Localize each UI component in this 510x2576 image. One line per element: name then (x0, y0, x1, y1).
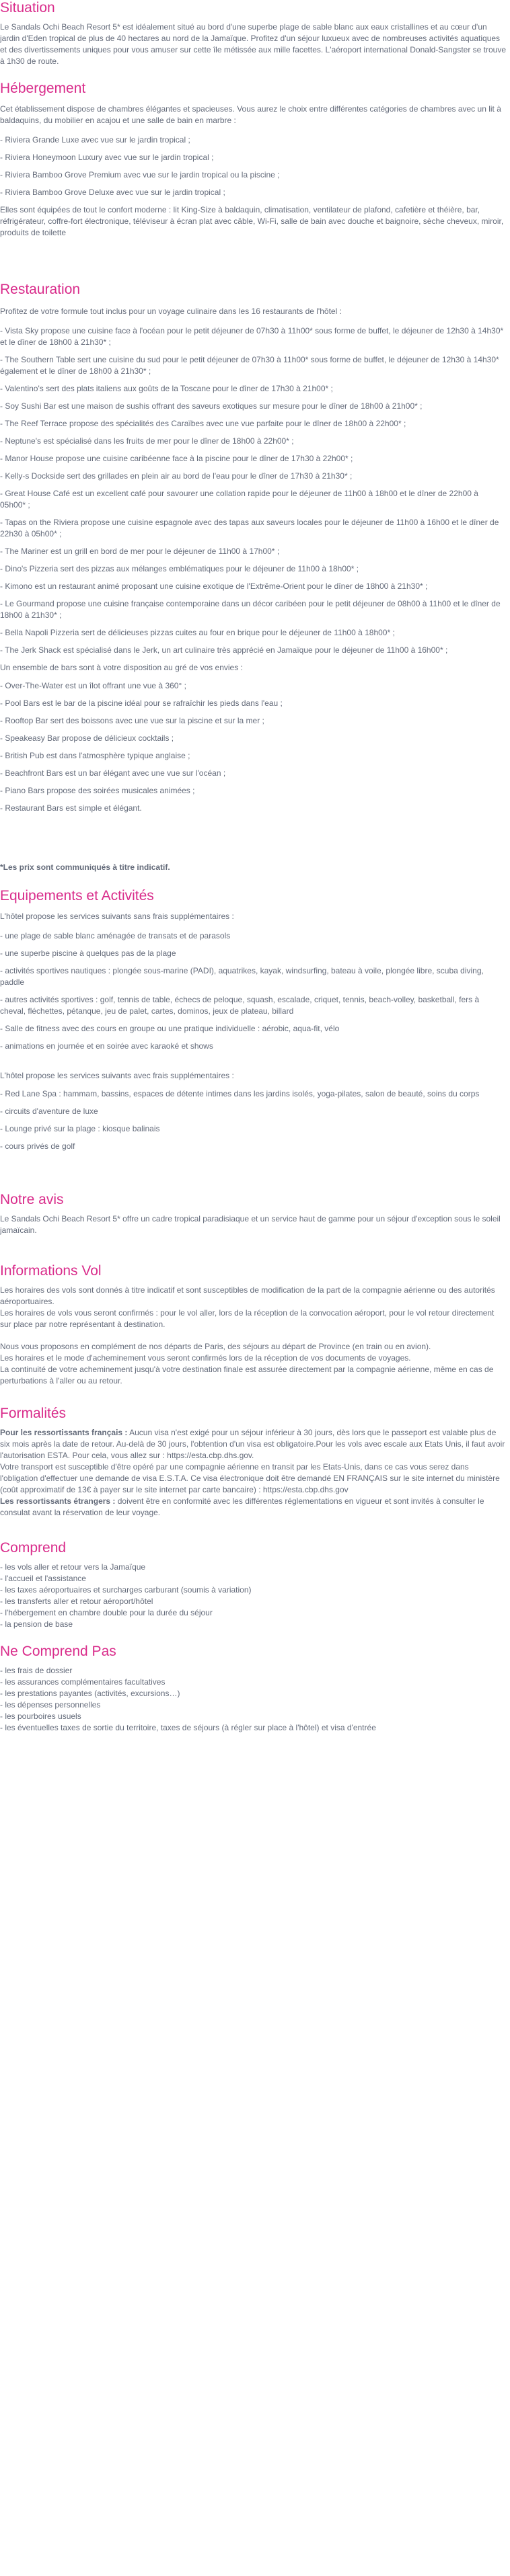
restaurant-item: - Great House Café est un excellent café pour savourer une collation rapide pour le déjeuner de 11h00 à 18h00 et le dîner de 22h00 à 05h00* ; (0, 489, 478, 510)
formalites-fr (0, 1427, 506, 1461)
included-item: - l'hébergement en chambre double pour la durée du séjour (0, 1608, 213, 1617)
formalites-fr-text-2: Votre transport est susceptible d'être opéré par une compagnie aérienne en transit par les Etats-Unis, dans ce cas vous serez dans l'obligation d'effectuer une demande de visa E.S.T.A. Ce visa électronique doit être demandé EN FRANÇAIS sur le site internet du ministère (coût approximatif de 13€ à payer sur le site internet par carte bancaire) : https://esta.cbp.dhs.gov (0, 1462, 500, 1494)
bar-item: - Speakeasy Bar propose de délicieux cocktails ; (0, 733, 174, 743)
info-line: La continuité de votre acheminement jusqu'à votre destination finale est assurée directement par la compagnie aérienne, même en cas de perturbations à l'aller ou au retour. (0, 1365, 494, 1385)
included-item: - les transferts aller et retour aéroport/hôtel (0, 1597, 153, 1606)
free-services-intro: L'hôtel propose les services suivants sans frais supplémentaires : (0, 912, 234, 921)
bars-intro: Un ensemble de bars sont à votre disposition au gré de vos envies : (0, 663, 243, 672)
free-service-item: - activités sportives nautiques : plongée sous-marine (PADI), aquatrikes, kayak, windsurfing, bateau à voile, plongée libre, scuba diving, paddle (0, 966, 484, 987)
info-line: Les horaires des vols sont donnés à titre indicatif et sont susceptibles de modification de la part de la compagnie aérienne ou des autorités aéroportuaires. (0, 1285, 495, 1306)
formalites-et-label: Les ressortissants étrangers : (0, 1496, 116, 1506)
price-note: *Les prix sont communiqués à titre indicatif. (0, 862, 170, 872)
ne-comprend-list (0, 1665, 506, 1734)
room-type-item: - Riviera Grande Luxe avec vue sur le jardin tropical ; (0, 135, 190, 145)
paid-services-list (0, 1088, 506, 1152)
bars-list (0, 680, 506, 814)
ne-comprend-title: Ne Comprend Pas (0, 1644, 116, 1659)
restaurant-item: - Soy Sushi Bar est une maison de sushis offrant des saveurs exotiques sur mesure pour le dîner de 18h00 à 21h00* ; (0, 401, 423, 411)
room-type-item: - Riviera Honeymoon Luxury avec vue sur le jardin tropical ; (0, 153, 214, 162)
restaurant-item: - Le Gourmand propose une cuisine française contemporaine dans un décor caribéen pour le petit déjeuner de 08h00 à 11h00 et le dîner de 18h00 à 21h30* ; (0, 599, 501, 620)
free-service-item: - animations en journée et en soirée avec karaoké et shows (0, 1041, 213, 1051)
restaurant-list (0, 325, 506, 656)
informations-lines (0, 1285, 506, 1330)
restaurant-item: - Vista Sky propose une cuisine face à l'océan pour le petit déjeuner de 07h30 à 11h00* sous forme de buffet, le déjeuner de 12h30 à 14h30* et le dîner de 18h00 à 21h30* ; (0, 326, 504, 347)
included-item: - les vols aller et retour vers la Jamaïque (0, 1562, 146, 1572)
restaurant-item: - The Mariner est un grill en bord de mer pour le déjeuner de 11h00 à 17h00* ; (0, 547, 280, 556)
paid-service-item: - Red Lane Spa : hammam, bassins, espaces de détente intimes dans les jardins isolés, yoga-pilates, salon de beauté, soins du corps (0, 1089, 480, 1098)
restauration-title: Restauration (0, 282, 81, 297)
bar-item: - Rooftop Bar sert des boissons avec une vue sur la piscine et sur la mer ; (0, 716, 264, 725)
bar-item: - Piano Bars propose des soirées musicales animées ; (0, 786, 195, 795)
informations-lines-2 (0, 1341, 506, 1387)
excluded-item: - les pourboires usuels (0, 1712, 81, 1721)
restaurant-item: - The Southern Table sert une cuisine du sud pour le petit déjeuner de 07h30 à 11h00* sous forme de buffet, le déjeuner de 12h30 à 14h30* également et le dîner de 18h00 à 21h30* ; (0, 355, 499, 376)
avis-text: Le Sandals Ochi Beach Resort 5* offre un cadre tropical paradisiaque et un service haut de gamme pour un séjour d'exception sous le soleil jamaïcain. (0, 1214, 501, 1235)
excluded-item: - les prestations payantes (activités, excursions…) (0, 1689, 180, 1698)
formalites-et-text: doivent être en conformité avec les différentes réglementations en vigueur et sont invités à consulter le consulat avant la réservation de leur voyage. (0, 1496, 484, 1517)
free-services-list (0, 930, 506, 1052)
excluded-item: - les assurances complémentaires facultatives (0, 1677, 166, 1687)
bar-item: - British Pub est dans l'atmosphère typique anglaise ; (0, 751, 190, 760)
room-type-item: - Riviera Bamboo Grove Deluxe avec vue sur le jardin tropical ; (0, 188, 225, 197)
free-service-item: - une superbe piscine à quelques pas de la plage (0, 949, 176, 958)
free-service-item: - Salle de fitness avec des cours en groupe ou une pratique individuelle : aérobic, aqua-fit, vélo (0, 1024, 340, 1033)
paid-services-intro: L'hôtel propose les services suivants avec frais supplémentaires : (0, 1071, 234, 1080)
restaurant-item: - Kimono est un restaurant animé proposant une cuisine exotique de l'Extrême-Orient pour le dîner de 18h00 à 21h30* ; (0, 581, 428, 591)
paid-service-item: - circuits d'aventure de luxe (0, 1106, 98, 1116)
hebergement-title: Hébergement (0, 81, 86, 96)
bar-item: - Pool Bars est le bar de la piscine idéal pour se rafraîchir les pieds dans l'eau ; (0, 698, 283, 708)
paid-service-item: - cours privés de golf (0, 1141, 75, 1151)
hebergement-intro: Cet établissement dispose de chambres élégantes et spacieuses. Vous aurez le choix entre différentes catégories de chambres avec un lit à baldaquins, du mobilier en acajou et une salle de bain en marbre : (0, 104, 501, 125)
hebergement-list (0, 134, 506, 198)
included-item: - les taxes aéroportuaires et surcharges carburant (soumis à variation) (0, 1585, 252, 1595)
restaurant-item: - Neptune's est spécialisé dans les fruits de mer pour le dîner de 18h00 à 22h00* ; (0, 436, 294, 446)
paid-service-item: - Lounge privé sur la plage : kiosque balinais (0, 1124, 160, 1133)
info-line: Les horaires et le mode d'acheminement vous seront confirmés lors de la réception de vos documents de voyages. (0, 1353, 411, 1363)
comprend-title: Comprend (0, 1540, 67, 1556)
situation-text: Le Sandals Ochi Beach Resort 5* est idéalement situé au bord d'une superbe plage de sable blanc aux eaux cristallines et au cœur d'un jardin d'Eden tropical de plus de 40 hectares au nord de la Jamaïque. Profitez d'un séjour luxueux avec de nombreuses activités aquatiques et des divertissements uniques pour vous amuser sur cette île métissée aux mille facettes. L'aéroport international Donald-Sangster se trouve à 1h30 de route. (0, 22, 507, 66)
info-line: Nous vous proposons en complément de nos départs de Paris, des séjours au départ de Province (en train ou en avion). (0, 1342, 431, 1351)
formalites-fr-label: Pour les ressortissants français : (0, 1428, 128, 1437)
restaurant-item: - Dino's Pizzeria sert des pizzas aux mélanges emblématiques pour le déjeuner de 11h00 à 18h00* ; (0, 564, 359, 573)
restaurant-item: - The Reef Terrace propose des spécialités des Caraïbes avec une vue parfaite pour le dîner de 18h00 à 22h00* ; (0, 419, 406, 428)
restaurant-item: - The Jerk Shack est spécialisé dans le Jerk, un art culinaire très apprécié en Jamaïque pour le déjeuner de 11h00 à 16h00* ; (0, 645, 448, 655)
restaurant-item: - Bella Napoli Pizzeria sert de délicieuses pizzas cuites au four en brique pour le déjeuner de 11h00 à 18h00* ; (0, 628, 395, 637)
free-service-item: - une plage de sable blanc aménagée de transats et de parasols (0, 931, 231, 940)
bar-item: - Beachfront Bars est un bar élégant avec une vue sur l'océan ; (0, 768, 226, 778)
hebergement-outro: Elles sont équipées de tout le confort moderne : lit King-Size à baldaquin, climatisation, ventilateur de plafond, cafetière et théière, bar, réfrigérateur, coffre-fort électronique, téléviseur à écran plat avec câble, Wi-Fi, salle de bain avec douche et baignoire, sèche cheveux, miroir, produits de toilette (0, 205, 504, 237)
formalites-fr-text: Aucun visa n'est exigé pour un séjour inférieur à 30 jours, dès lors que le passeport est valable plus de six mois après la date de retour. Au-delà de 30 jours, l'obtention d'un visa est obligatoire.Pour les vols avec escale aux Etats Unis, il faut avoir l'autorisation ESTA. Pour cela, vous allez sur : https://esta.cbp.dhs.gov. (0, 1428, 505, 1460)
included-item: - l'accueil et l'assistance (0, 1574, 86, 1583)
formalites-etrangers (0, 1496, 506, 1519)
bar-item: - Over-The-Water est un îlot offrant une vue à 360° ; (0, 681, 186, 690)
restaurant-item: - Kelly-s Dockside sert des grillades en plein air au bord de l'eau pour le dîner de 17h30 à 21h30* ; (0, 471, 353, 481)
excluded-item: - les frais de dossier (0, 1666, 73, 1675)
restaurant-item: - Manor House propose une cuisine caribéenne face à la piscine pour le dîner de 17h30 à 22h00* ; (0, 454, 353, 463)
included-item: - la pension de base (0, 1619, 73, 1629)
informations-title: Informations Vol (0, 1263, 102, 1279)
avis-title: Notre avis (0, 1192, 64, 1207)
comprend-list (0, 1562, 506, 1630)
situation-title: Situation (0, 0, 55, 15)
restaurant-item: - Valentino's sert des plats italiens aux goûts de la Toscane pour le dîner de 17h30 à 21h00* ; (0, 384, 333, 393)
activites-title: Equipements et Activités (0, 888, 154, 903)
excluded-item: - les dépenses personnelles (0, 1700, 101, 1709)
free-service-item: - autres activités sportives : golf, tennis de table, échecs de peloque, squash, escalade, criquet, tennis, beach-volley, basketball, fers à cheval, fléchettes, pétanque, jeu de palet, cartes, dominos, jeux de plateau, billard (0, 995, 480, 1016)
bar-item: - Restaurant Bars est simple et élégant. (0, 803, 142, 813)
formalites-title: Formalités (0, 1406, 67, 1421)
restauration-intro: Profitez de votre formule tout inclus pour un voyage culinaire dans les 16 restaurants de l'hôtel : (0, 307, 342, 316)
restaurant-item: - Tapas on the Riviera propose une cuisine espagnole avec des tapas aux saveurs locales pour le déjeuner de 11h00 à 16h00 et le dîner de 22h30 à 05h00* ; (0, 518, 499, 538)
room-type-item: - Riviera Bamboo Grove Premium avec vue sur le jardin tropical ou la piscine ; (0, 170, 280, 179)
excluded-item: - les éventuelles taxes de sortie du territoire, taxes de séjours (à régler sur place à l'hôtel) et visa d'entrée (0, 1723, 376, 1732)
info-line: Les horaires de vols vous seront confirmés : pour le vol aller, lors de la réception de la convocation aéroport, pour le vol retour directement sur place par notre représentant à destination. (0, 1308, 495, 1329)
